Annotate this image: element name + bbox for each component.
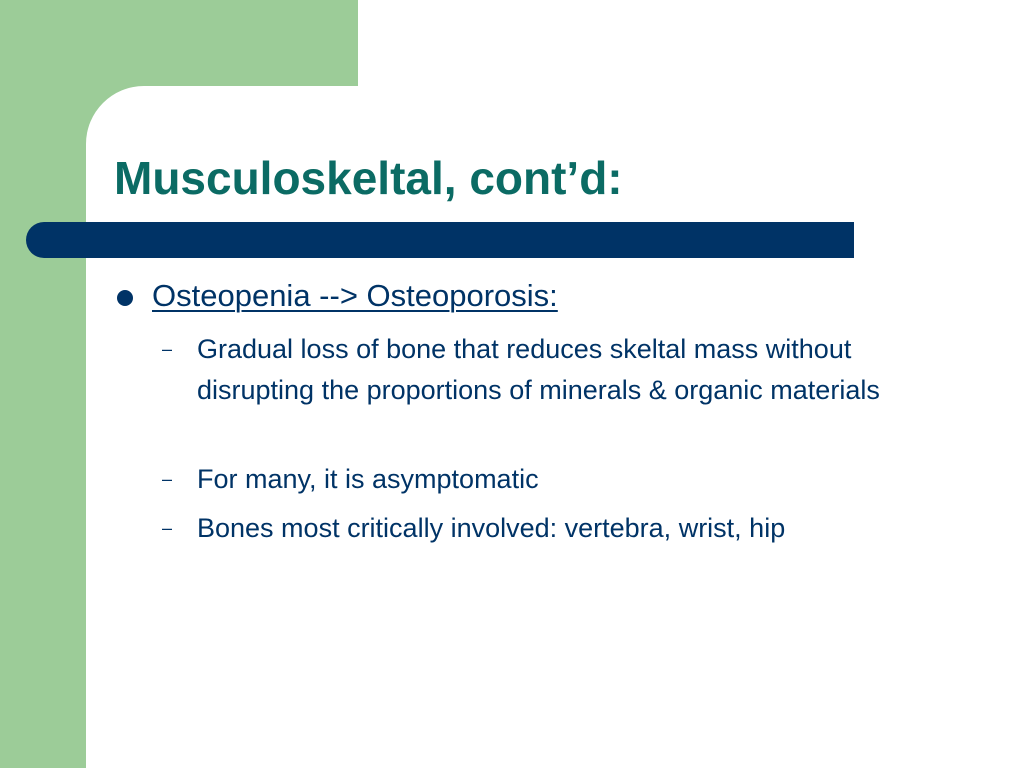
dash-icon: – — [162, 469, 173, 489]
sub-bullet-item — [162, 329, 942, 411]
sub-bullet-text: Gradual loss of bone that reduces skeltal mass without disrupting the proportions of minerals & organic materials — [197, 334, 880, 405]
bullet-dot-icon — [117, 290, 133, 306]
sub-bullet-text: Bones most critically involved: vertebra, wrist, hip — [197, 513, 786, 543]
dash-icon: – — [162, 518, 173, 538]
sub-bullet-item — [162, 459, 942, 500]
sub-bullet-text: For many, it is asymptomatic — [197, 464, 539, 494]
dash-icon: – — [162, 339, 173, 359]
sub-bullet-item — [162, 508, 942, 549]
bullet-heading-link[interactable]: Osteopenia --> Osteoporosis: — [152, 278, 558, 313]
slide-title: Musculoskeltal, cont’d: — [114, 152, 623, 204]
